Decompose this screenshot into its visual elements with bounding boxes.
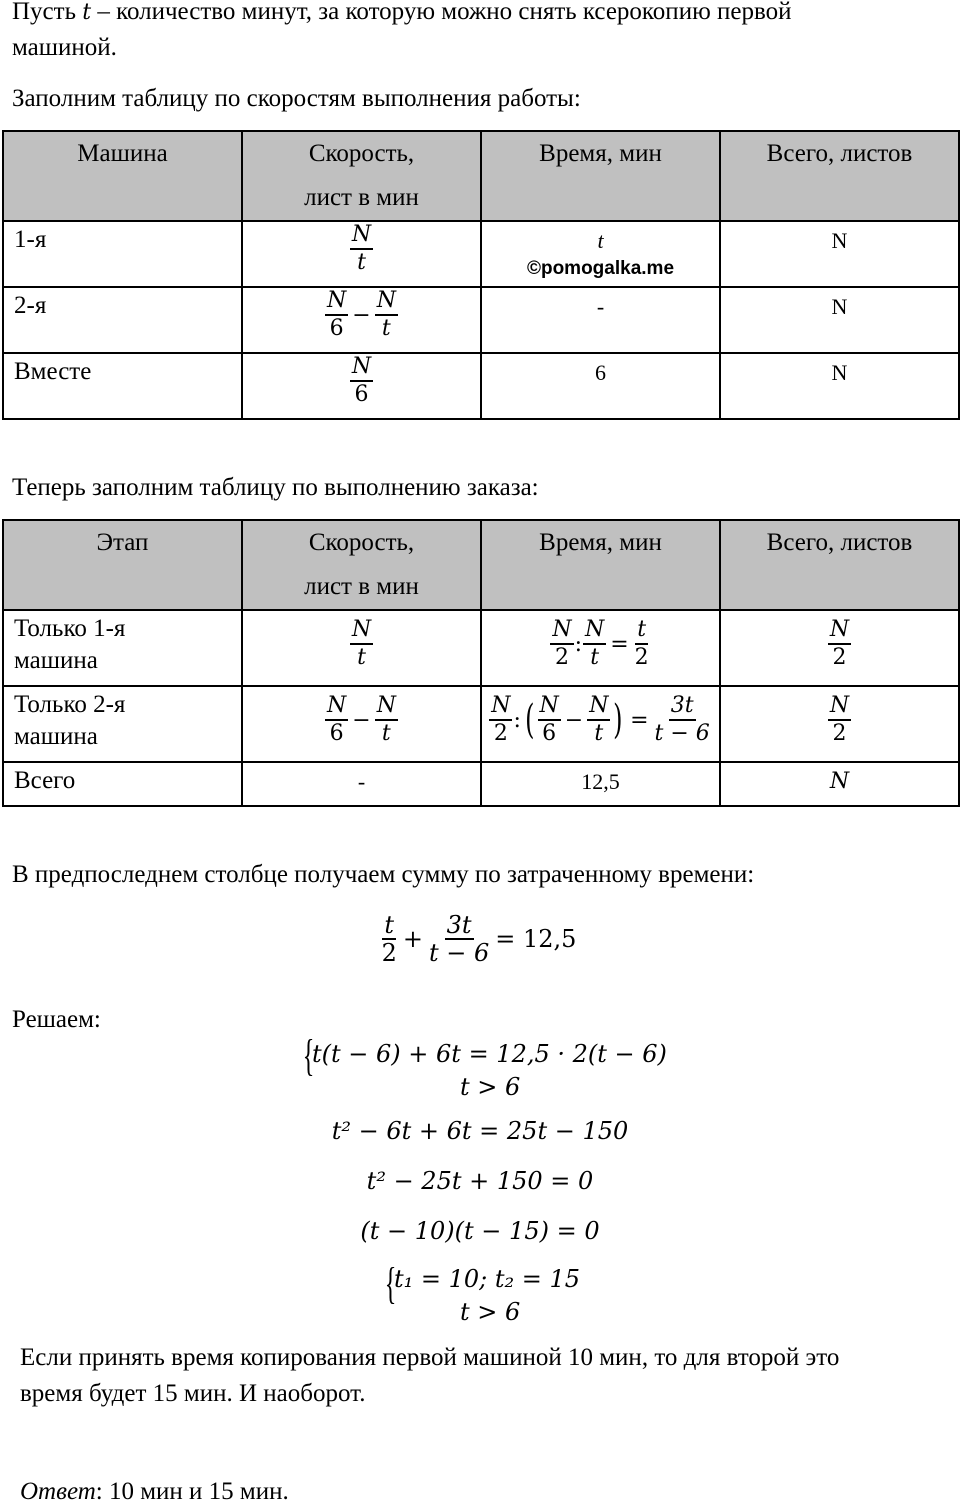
table-row bbox=[3, 287, 959, 353]
table-row bbox=[3, 353, 959, 419]
speed-cell: - bbox=[242, 762, 481, 806]
system2-line1: t₁ = 10; t₂ = 15 bbox=[394, 1265, 581, 1293]
step-3: t² − 25t + 150 = 0 bbox=[366, 1167, 594, 1195]
order-table bbox=[2, 519, 960, 807]
col-header-total: Всего, листов bbox=[720, 131, 959, 221]
table-row bbox=[3, 610, 959, 686]
total-cell: N bbox=[720, 287, 959, 353]
system1-line1: t(t − 6) + 6t = 12,5 · 2(t − 6) bbox=[312, 1040, 667, 1068]
total-cell: $\frac{N}{2}$ bbox=[720, 610, 959, 686]
col-header-stage: Этап bbox=[3, 520, 242, 610]
row-label: Только 1-я машина bbox=[3, 610, 242, 686]
table2-intro: Теперь заполним таблицу по выполнению заказа: bbox=[12, 474, 539, 501]
speed-cell: $\frac{N}{6}$ bbox=[242, 353, 481, 419]
answer-label: Ответ bbox=[20, 1478, 96, 1505]
total-cell: N bbox=[720, 353, 959, 419]
table-row bbox=[3, 686, 959, 762]
intro-line-1: Пусть t – количество минут, за которую можно снять ксерокопию первой bbox=[12, 0, 792, 25]
system1-line2: t > 6 bbox=[460, 1073, 521, 1101]
speed-cell: $\frac{N}{t}$ bbox=[242, 221, 481, 287]
intro-line-2: машиной. bbox=[12, 34, 117, 61]
col-header-machine: Машина bbox=[3, 131, 242, 221]
time-cell: $\frac{N}{2}$ : ( $\frac{N}{6}$ − $\frac{N}{t}$ ) = $\frac{3t}{t - 6}$ bbox=[481, 686, 720, 762]
row-label: Только 2-я машина bbox=[3, 686, 242, 762]
time-cell: $\frac{N}{2}$ : $\frac{N}{t}$ = $\frac{t}{2}$ bbox=[481, 610, 720, 686]
step-4: (t − 10)(t − 15) = 0 bbox=[360, 1217, 600, 1245]
col-header-time: Время, мин bbox=[481, 520, 720, 610]
time-cell: - bbox=[481, 287, 720, 353]
speed-table bbox=[2, 130, 960, 420]
main-equation: $\frac{t}{2}$ + $\frac{3t}{t - 6}$ = 12,5 bbox=[381, 911, 577, 967]
step-2: t² − 6t + 6t = 25t − 150 bbox=[331, 1117, 629, 1145]
col-header-total: Всего, листов bbox=[720, 520, 959, 610]
total-cell: N bbox=[720, 221, 959, 287]
table1-intro: Заполним таблицу по скоростям выполнения работы: bbox=[12, 85, 581, 112]
table-row bbox=[3, 762, 959, 806]
conclusion-line-2: время будет 15 мин. И наоборот. bbox=[20, 1380, 366, 1407]
solve-label: Решаем: bbox=[12, 1006, 101, 1033]
time-cell: 6 bbox=[481, 353, 720, 419]
row-label: 2-я bbox=[3, 287, 242, 353]
speed-cell: $\frac{N}{6}$ − $\frac{N}{t}$ bbox=[242, 287, 481, 353]
time-cell: 12,5 bbox=[481, 762, 720, 806]
speed-cell: $\frac{N}{6}$ − $\frac{N}{t}$ bbox=[242, 686, 481, 762]
row-label: Вместе bbox=[3, 353, 242, 419]
row-label: 1-я bbox=[3, 221, 242, 287]
row-label: Всего bbox=[3, 762, 242, 806]
total-cell: N bbox=[720, 762, 959, 806]
col-header-speed: Скорость, лист в мин bbox=[242, 520, 481, 610]
watermark: ©pomogalka.me bbox=[526, 258, 675, 279]
sum-text: В предпоследнем столбце получаем сумму по затраченному времени: bbox=[12, 861, 755, 888]
brace-icon: { bbox=[384, 1259, 397, 1308]
time-cell: t ©pomogalka.me bbox=[481, 221, 720, 287]
total-cell: $\frac{N}{2}$ bbox=[720, 686, 959, 762]
col-header-speed: Скорость, лист в мин bbox=[242, 131, 481, 221]
brace-icon: { bbox=[302, 1031, 315, 1080]
answer: Ответ: 10 мин и 15 мин. bbox=[20, 1478, 289, 1505]
speed-cell: $\frac{N}{t}$ bbox=[242, 610, 481, 686]
table-row bbox=[3, 221, 959, 287]
conclusion-line-1: Если принять время копирования первой машиной 10 мин, то для второй это bbox=[20, 1344, 840, 1371]
col-header-time: Время, мин bbox=[481, 131, 720, 221]
system2-line2: t > 6 bbox=[460, 1298, 521, 1326]
